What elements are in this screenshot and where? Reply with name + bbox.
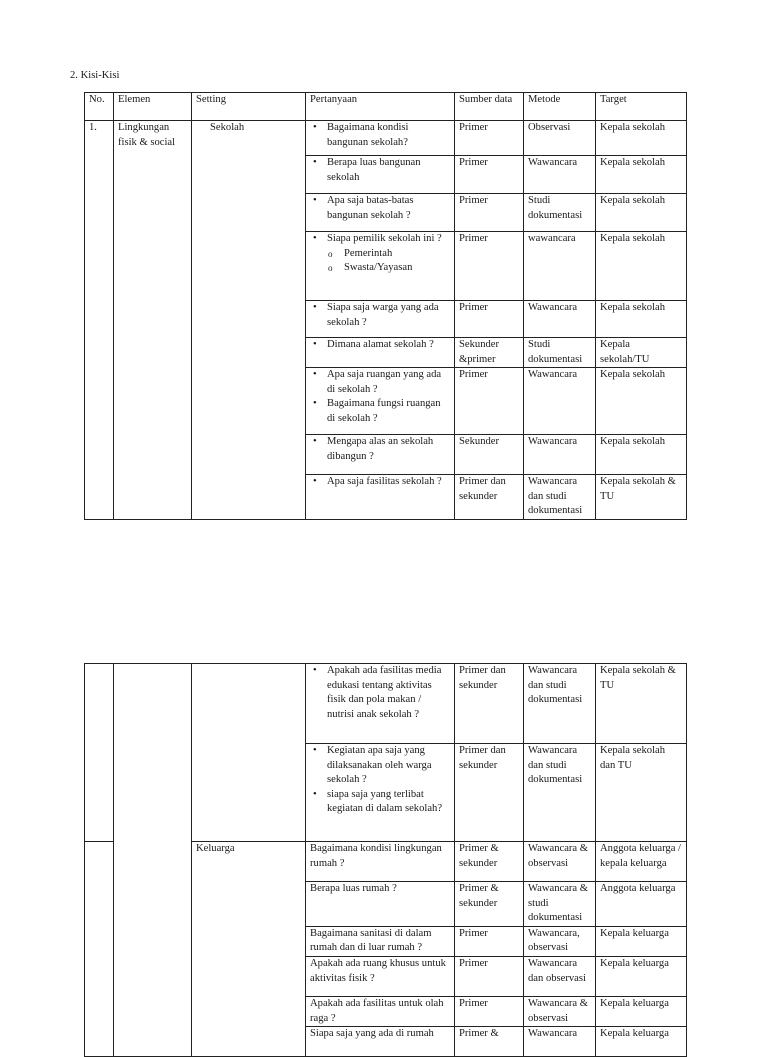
pertanyaan-cell: [306, 664, 455, 744]
metode-cell: Wawancara: [524, 368, 596, 435]
question-item: • Siapa pemilik sekolah ini ?: [310, 232, 450, 247]
metode-cell: Wawancara: [524, 435, 596, 475]
question-list: [310, 301, 450, 330]
pertanyaan-cell: Apakah ada fasilitas untuk olah raga ?: [306, 996, 455, 1026]
target-cell: Kepala keluarga: [596, 996, 687, 1026]
option-item: o Swasta/Yayasan: [326, 261, 450, 276]
question-item: • Apa saja ruangan yang ada di sekolah ?: [310, 368, 450, 397]
sumber-data-cell: Primer & sekunder: [455, 842, 524, 882]
sumber-data-cell: Primer: [455, 121, 524, 156]
metode-cell: Wawancara, observasi: [524, 926, 596, 956]
kisi-kisi-table-page-2: [84, 663, 687, 1057]
row-number: [85, 664, 114, 842]
header-sumber-data: Sumber data: [455, 93, 524, 121]
pertanyaan-cell: [306, 338, 455, 368]
header-metode: Metode: [524, 93, 596, 121]
elemen-cell: [114, 664, 192, 1057]
metode-cell: Wawancara dan studi dokumentasi: [524, 664, 596, 744]
sumber-data-cell: Sekunder: [455, 435, 524, 475]
question-list: [310, 435, 450, 464]
question-item: • Kegiatan apa saja yang dilaksanakan oleh warga sekolah ?: [310, 744, 450, 788]
question-list: [310, 121, 450, 150]
metode-cell: Studi dokumentasi: [524, 338, 596, 368]
sumber-data-cell: Primer dan sekunder: [455, 744, 524, 842]
pertanyaan-cell: Siapa saja yang ada di rumah: [306, 1027, 455, 1057]
target-cell: Kepala sekolah: [596, 301, 687, 338]
sumber-data-cell: Primer: [455, 232, 524, 301]
question-item: • Berapa luas bangunan sekolah: [310, 156, 450, 185]
question-item: • Bagaimana kondisi bangunan sekolah?: [310, 121, 450, 150]
header-pertanyaan: Pertanyaan: [306, 93, 455, 121]
pertanyaan-cell: [306, 301, 455, 338]
target-cell: Kepala sekolah: [596, 368, 687, 435]
question-list: [310, 194, 450, 223]
kisi-kisi-table-page-1: [84, 92, 687, 520]
pertanyaan-cell: [306, 744, 455, 842]
question-list: [310, 664, 450, 722]
target-cell: Kepala sekolah: [596, 156, 687, 194]
target-cell: Kepala sekolah: [596, 194, 687, 232]
sumber-data-cell: Primer: [455, 301, 524, 338]
target-cell: Kepala sekolah: [596, 121, 687, 156]
option-item: o Pemerintah: [326, 247, 450, 262]
sumber-data-cell: Primer dan sekunder: [455, 475, 524, 520]
metode-cell: Wawancara dan studi dokumentasi: [524, 744, 596, 842]
sumber-data-cell: Primer dan sekunder: [455, 664, 524, 744]
sumber-data-cell: Primer &: [455, 1027, 524, 1057]
target-cell: Kepala keluarga: [596, 926, 687, 956]
metode-cell: Wawancara: [524, 156, 596, 194]
pertanyaan-cell: [306, 121, 455, 156]
question-item: • Mengapa alas an sekolah dibangun ?: [310, 435, 450, 464]
target-cell: Kepala sekolah dan TU: [596, 744, 687, 842]
question-list: [310, 232, 450, 247]
metode-cell: Wawancara & observasi: [524, 996, 596, 1026]
table-row: [85, 664, 687, 744]
question-item: • Apa saja fasilitas sekolah ?: [310, 475, 450, 490]
table-row: [85, 121, 687, 156]
sumber-data-cell: Primer & sekunder: [455, 882, 524, 927]
section-heading: 2. Kisi-Kisi: [70, 70, 120, 81]
sumber-data-cell: Primer: [455, 956, 524, 996]
pertanyaan-cell: Berapa luas rumah ?: [306, 882, 455, 927]
question-list: [310, 368, 450, 426]
pertanyaan-cell: [306, 475, 455, 520]
row-number: [85, 842, 114, 1057]
setting-cell: [192, 664, 306, 842]
header-target: Target: [596, 93, 687, 121]
metode-cell: Wawancara: [524, 1027, 596, 1057]
sumber-data-cell: Sekunder &primer: [455, 338, 524, 368]
header-setting: Setting: [192, 93, 306, 121]
header-no: No.: [85, 93, 114, 121]
question-item: • Siapa saja warga yang ada sekolah ?: [310, 301, 450, 330]
sumber-data-cell: Primer: [455, 156, 524, 194]
metode-cell: Wawancara: [524, 301, 596, 338]
target-cell: Kepala sekolah: [596, 435, 687, 475]
pertanyaan-cell: [306, 194, 455, 232]
question-item: • Bagaimana fungsi ruangan di sekolah ?: [310, 397, 450, 426]
sumber-data-cell: Primer: [455, 926, 524, 956]
pertanyaan-cell: Bagaimana sanitasi di dalam rumah dan di luar rumah ?: [306, 926, 455, 956]
target-cell: Kepala sekolah & TU: [596, 475, 687, 520]
target-cell: Kepala sekolah: [596, 232, 687, 301]
question-list: [310, 156, 450, 185]
pertanyaan-cell: [306, 232, 455, 301]
question-item: • Dimana alamat sekolah ?: [310, 338, 450, 353]
elemen-cell: Lingkungan fisik & social: [114, 121, 192, 520]
target-cell: Anggota keluarga / kepala keluarga: [596, 842, 687, 882]
target-cell: Anggota keluarga: [596, 882, 687, 927]
metode-cell: wawancara: [524, 232, 596, 301]
pertanyaan-cell: Apakah ada ruang khusus untuk aktivitas fisik ?: [306, 956, 455, 996]
target-cell: Kepala sekolah/TU: [596, 338, 687, 368]
sumber-data-cell: Primer: [455, 996, 524, 1026]
metode-cell: Studi dokumentasi: [524, 194, 596, 232]
question-item: • Apa saja batas-batas bangunan sekolah ?: [310, 194, 450, 223]
target-cell: Kepala keluarga: [596, 1027, 687, 1057]
row-number: 1.: [85, 121, 114, 520]
metode-cell: Wawancara & observasi: [524, 842, 596, 882]
question-item: • Apakah ada fasilitas media edukasi tentang aktivitas fisik dan pola makan / nutrisi anak sekolah ?: [310, 664, 450, 722]
sumber-data-cell: Primer: [455, 368, 524, 435]
question-item: • siapa saja yang terlibat kegiatan di dalam sekolah?: [310, 788, 450, 817]
pertanyaan-cell: [306, 435, 455, 475]
pertanyaan-cell: Bagaimana kondisi lingkungan rumah ?: [306, 842, 455, 882]
sumber-data-cell: Primer: [455, 194, 524, 232]
header-elemen: Elemen: [114, 93, 192, 121]
header-row: [85, 93, 687, 121]
metode-cell: Wawancara dan observasi: [524, 956, 596, 996]
pertanyaan-cell: [306, 156, 455, 194]
target-cell: Kepala keluarga: [596, 956, 687, 996]
pertanyaan-cell: [306, 368, 455, 435]
setting-cell: Keluarga: [192, 842, 306, 1057]
metode-cell: Wawancara & studi dokumentasi: [524, 882, 596, 927]
setting-cell: Sekolah: [192, 121, 306, 520]
metode-cell: Observasi: [524, 121, 596, 156]
option-list: [326, 247, 450, 276]
metode-cell: Wawancara dan studi dokumentasi: [524, 475, 596, 520]
target-cell: Kepala sekolah & TU: [596, 664, 687, 744]
question-list: [310, 475, 450, 490]
question-list: [310, 338, 450, 353]
question-list: [310, 744, 450, 817]
